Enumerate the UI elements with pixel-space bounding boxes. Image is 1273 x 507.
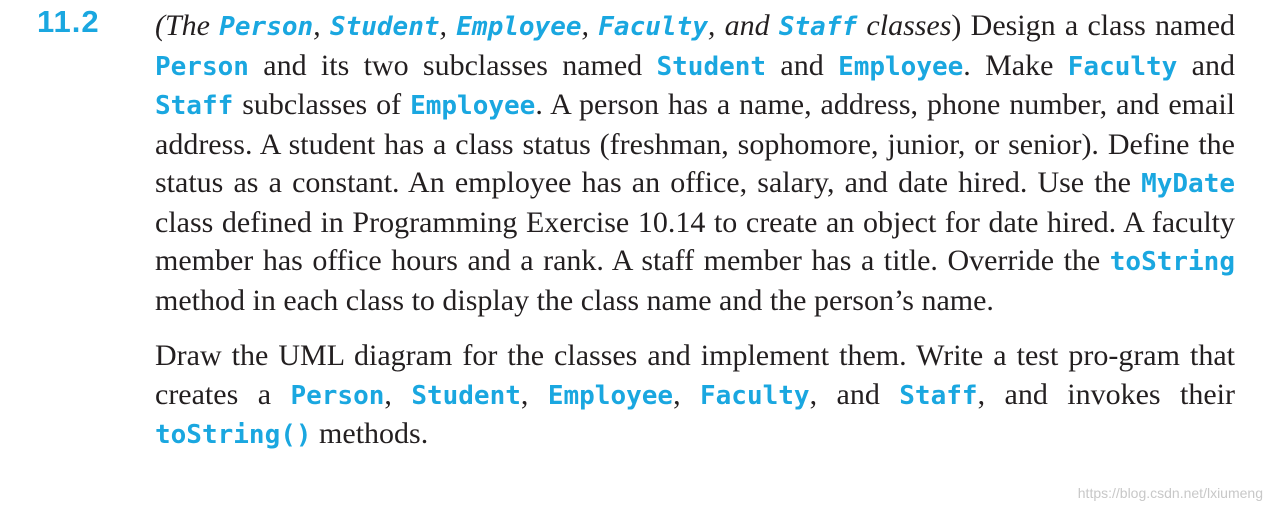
text: , and — [809, 377, 900, 411]
text: subclasses of — [233, 88, 411, 121]
class-name-employee: Employee — [456, 12, 582, 42]
text: classes — [857, 9, 952, 42]
class-name-faculty: Faculty — [598, 12, 708, 42]
text: , and — [707, 9, 779, 42]
code-employee: Employee — [838, 51, 964, 82]
watermark: https://blog.csdn.net/lxiumeng — [1077, 485, 1263, 501]
text: class defined in Programming Exercise 10.14 to create an object for date hired. A faculty member has office hours and a rank. A staff member has a title. Override the — [155, 205, 1235, 277]
text: methods. — [311, 417, 429, 450]
paragraph-task — [155, 337, 1235, 455]
text: , — [673, 377, 700, 411]
text: , — [520, 377, 548, 411]
text: , — [384, 377, 412, 411]
class-name-student: Student — [329, 12, 440, 42]
text: , — [439, 9, 457, 42]
code-employee: Employee — [410, 91, 536, 121]
text: ) Design a class named — [951, 9, 1236, 42]
code-staff: Staff — [155, 91, 234, 121]
code-student: Student — [656, 51, 767, 82]
code-mydate: MyDate — [1141, 169, 1235, 199]
code-employee: Employee — [547, 380, 674, 411]
code-person: Person — [290, 380, 385, 411]
text: . A person has a name, address, phone number, and email address. A student has a class status (freshman, sophomore, junior, or senior). Define the status as a constant. An employee has an office, salary, and date hired. Use the — [155, 88, 1235, 199]
text: , and invokes their — [977, 377, 1235, 411]
class-name-person: Person — [219, 12, 314, 42]
text: and its two subclasses named — [248, 48, 657, 82]
text: , — [313, 9, 330, 42]
class-name-staff: Staff — [778, 12, 858, 42]
text: . Make — [963, 48, 1068, 82]
exercise-body — [155, 7, 1235, 455]
text: method in each class to display the class name and the person’s name. — [155, 283, 994, 317]
code-faculty: Faculty — [1067, 51, 1178, 82]
code-tostring: toString — [1109, 247, 1235, 277]
paragraph-description — [155, 7, 1235, 320]
heading-open: (The — [155, 9, 220, 42]
text: Draw the UML diagram for the classes and implement them. Write a test pro-gram that creates a — [155, 339, 1235, 411]
code-faculty: Faculty — [700, 380, 810, 411]
text: and — [1177, 48, 1235, 82]
code-person: Person — [155, 51, 249, 82]
code-staff: Staff — [899, 380, 978, 411]
code-student: Student — [411, 380, 521, 411]
text: and — [766, 48, 839, 82]
text: , — [581, 9, 599, 42]
code-tostring-call: toString() — [155, 420, 312, 450]
exercise-number: 11.2 — [37, 4, 100, 39]
